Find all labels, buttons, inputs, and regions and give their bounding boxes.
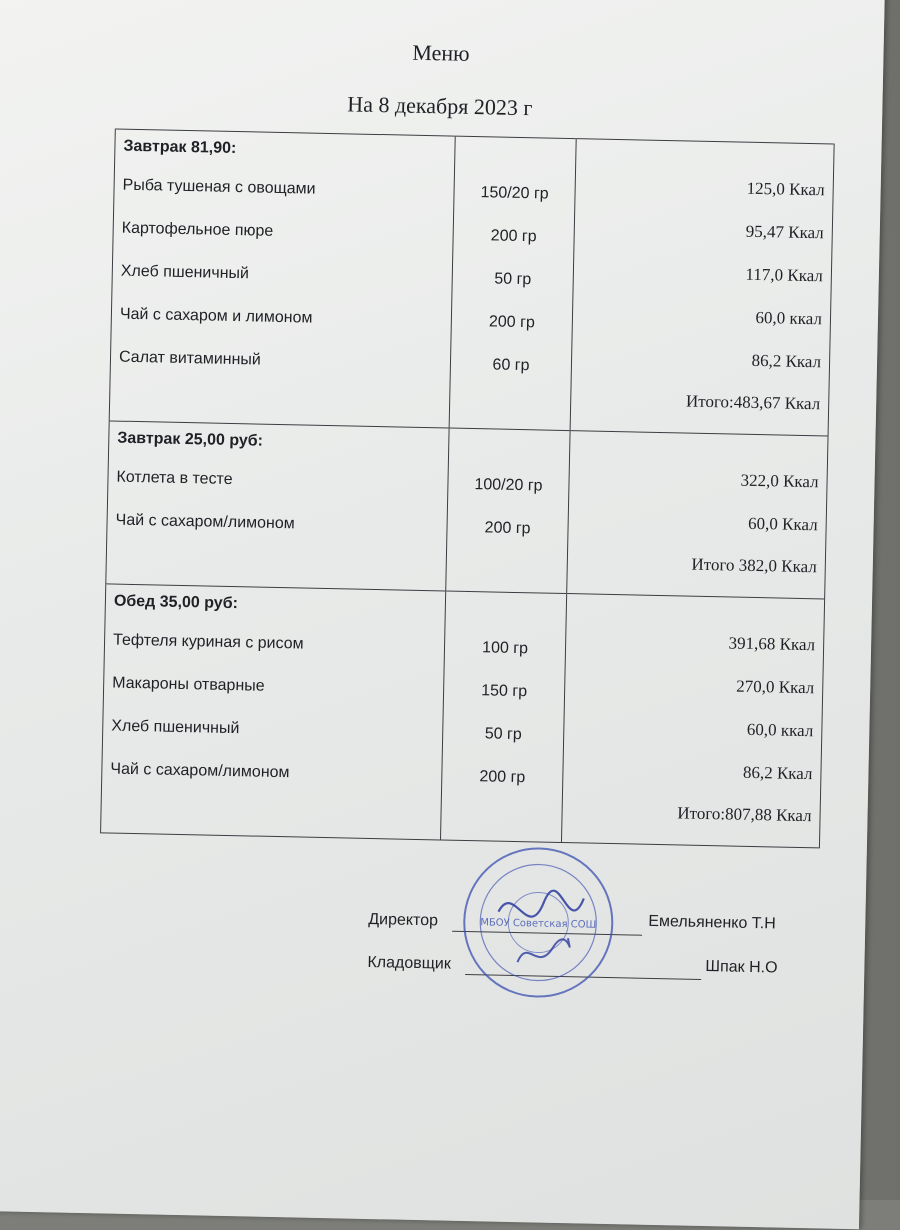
- dish-portion: 50 гр: [494, 270, 532, 289]
- stamp-text: МБОУ Советская СОШ: [480, 917, 597, 931]
- dish-calories: 125,0 Ккал: [746, 178, 825, 200]
- storekeeper-name: Шпак Н.О: [705, 958, 778, 977]
- director-label: Директор: [368, 910, 439, 930]
- official-stamp: [457, 841, 620, 1004]
- dish-calories: 60,0 Ккал: [747, 513, 818, 535]
- dish-calories: 117,0 Ккал: [745, 264, 824, 286]
- dish-portion: 200 гр: [484, 519, 531, 538]
- dish-name: Макароны отварные: [112, 674, 265, 695]
- dish-name: Чай с сахаром/лимоном: [115, 511, 295, 533]
- dish-name: Чай с сахаром и лимоном: [119, 305, 313, 327]
- dish-portion: 100 гр: [481, 639, 529, 658]
- dish-calories: 60,0 ккал: [746, 719, 814, 741]
- dish-portion: 200 гр: [490, 227, 537, 246]
- dish-name: Хлеб пшеничный: [111, 717, 240, 738]
- dish-portion: 200 гр: [479, 768, 526, 787]
- dish-portion: 150/20 гр: [480, 184, 549, 203]
- section-total: Итого:807,88 Ккал: [677, 803, 812, 826]
- dish-name: Тефтеля куриная с рисом: [112, 631, 304, 653]
- dish-calories: 95,47 Ккал: [745, 221, 824, 243]
- dish-name: Хлеб пшеничный: [120, 262, 250, 283]
- menu-date: На 8 декабря 2023 г: [347, 91, 533, 121]
- dish-portion: 100/20 гр: [474, 476, 543, 495]
- dish-name: Салат витаминный: [118, 348, 262, 369]
- director-name: Емельяненко Т.Н: [648, 912, 776, 933]
- dish-name: Картофельное пюре: [121, 219, 274, 240]
- dish-column: [106, 421, 450, 591]
- menu-section: [106, 421, 828, 599]
- dish-calories: 391,68 Ккал: [728, 633, 816, 655]
- calories-column: [561, 594, 824, 848]
- dish-portion: 50 гр: [484, 725, 522, 744]
- dish-calories: 60,0 ккал: [755, 307, 823, 329]
- storekeeper-label: Кладовщик: [367, 953, 451, 973]
- menu-section: [101, 584, 825, 848]
- dish-column: [109, 129, 455, 428]
- section-heading: Обед 35,00 руб:: [113, 592, 239, 613]
- menu-table: [100, 128, 835, 848]
- section-total: Итого:483,67 Ккал: [685, 391, 821, 414]
- calories-column: [570, 139, 834, 436]
- dish-calories: 86,2 Ккал: [751, 350, 822, 372]
- section-heading: Завтрак 25,00 руб:: [117, 429, 264, 450]
- dish-name: Чай с сахаром/лимоном: [110, 760, 290, 782]
- section-heading: Завтрак 81,90:: [123, 137, 237, 158]
- section-total: Итого 382,0 Ккал: [691, 554, 817, 577]
- dish-portion: 200 гр: [488, 313, 536, 332]
- dish-calories: 270,0 Ккал: [736, 676, 815, 698]
- dish-column: [101, 584, 446, 840]
- menu-section: [109, 129, 834, 436]
- dish-name: Рыба тушеная с овощами: [122, 176, 316, 198]
- page-title: Меню: [412, 39, 470, 66]
- dish-portion: 60 гр: [492, 356, 530, 375]
- portion-column: [441, 591, 567, 842]
- portion-column: [449, 136, 576, 430]
- dish-calories: 322,0 Ккал: [740, 470, 819, 492]
- portion-column: [446, 428, 570, 593]
- dish-portion: 150 гр: [481, 682, 528, 701]
- calories-column: [567, 431, 828, 599]
- dish-calories: 86,2 Ккал: [742, 762, 813, 784]
- director-signature-scribble: [498, 890, 584, 918]
- dish-name: Котлета в тесте: [116, 468, 233, 489]
